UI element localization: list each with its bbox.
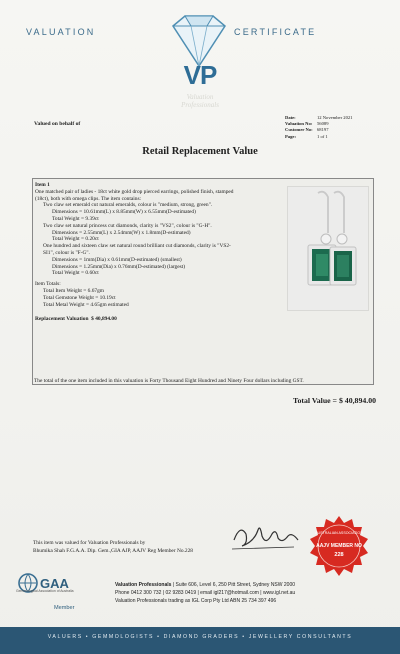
meta-value: 1 of 1 [317,133,328,139]
valued-by-line: This item was valued for Valuation Professionals by [33,540,146,546]
aajv-seal-icon [308,515,370,577]
gaa-member: Member [54,605,75,611]
meta-label: Date: [285,115,296,120]
item-line: Dimensions = 10.61mm(L) x 8.85mm(W) x 6.55mm(D-estimated) [52,209,196,216]
item-line: Two claw set natural princess cut diamonds, clarity is "VS2", colour is "G-H". [43,222,212,229]
meta-label: Customer No: [285,127,313,133]
item-line: Total Weight = 0.60ct [52,270,99,277]
item-lines [35,189,295,309]
item-line: Item Totals: [35,281,61,288]
meta-value: 56089 [317,121,329,127]
total-value: Total Value = $ 40,894.00 [292,396,376,405]
header-valuation: VALUATION [26,27,96,37]
footer-services: VALUERS • GEMMOLOGISTS • DIAMOND GRADERS • JEWELLERY CONSULTANTS [47,634,353,640]
company-address: | Suite 606, Level 6, 250 Pitt Street, Sydney NSW 2000 [172,582,295,588]
item-line: One hundred and sixteen claw set natural round brilliant cut diamonds, clarity is "VS2- [43,243,231,250]
valued-on-behalf: Valued on behalf of [34,121,81,127]
page-title: Retail Replacement Value [142,146,258,157]
item-line: Total Weight = 9.39ct [52,215,99,222]
signature-icon [228,520,302,552]
valuer-credentials: Bhumika Shah F.G.A.A. Dip. Gem.,GIA AJP, AAJV Reg Member No.228 [33,548,193,555]
item-line: Two claw set emerald cut natural emeralds, colour is "medium, strong, green". [43,202,213,209]
item-line: Dimensions = 2.55mm(L) x 2.54mm(W) x 1.8mm(D-estimated) [52,229,191,236]
item-line: Total Gemstone Weight = 10.19ct [43,294,116,301]
vp-logo: VP [183,60,217,90]
item-line: One matched pair of ladies - 18ct white gold drop pierced earrings, polished finish, stamped [35,188,234,195]
logo-subtext: Valuation Professionals [181,93,219,109]
valuation-value: $ 40,894.00 [91,316,117,323]
company-phones: Phone 0412 300 732 | 02 9283 0419 | email igl217@hotmail.com | www.igl.net.au [115,589,296,596]
contact-block [115,582,295,605]
earring-photo [287,186,369,311]
header-certificate: CERTIFICATE [234,27,317,37]
item-line: Dimensions = 1.25mm(Dia) x 0.76mm(D-estimated) (largest) [52,263,186,270]
replacement-valuation [35,316,295,323]
certificate-meta [285,115,352,140]
valuation-label: Replacement Valuation [35,316,89,323]
valued-by [33,539,193,555]
item-line: Dimensions = 1mm(Dia) x 0.61mm(D-estimated) (smallest) [52,256,182,263]
item-line: Total Metal Weight = 4.65gm estimated [43,301,129,308]
item-line: SI1", colour is "F-G". [43,249,90,256]
earrings-image-icon [288,187,368,310]
item-heading: Item 1 [35,182,50,188]
gaa-name: GAA [40,576,69,591]
meta-label: Page: [285,133,296,139]
meta-value: 68197 [317,127,329,133]
seal-number: 228 [334,552,344,558]
total-sentence: The total of the one item included in this valuation is Forty Thousand Eight Hundred and Ninety Four dollars including GST. [34,378,304,384]
meta-value: 12 November 2021 [317,115,353,120]
item-description [35,182,295,323]
meta-label: Valuation No: [285,121,313,127]
item-line: (18ct), both with omega clips. The item contains: [35,195,142,202]
gaa-subtitle: Gemmological Association of Australia [16,589,74,593]
footer-bar [0,627,400,654]
seal-top-text: AUSTRALIAN ASSOCIATION [315,531,363,535]
item-line: Total Item Weight = 6.67gm [43,287,104,294]
company-trading: Valuation Professionals trading as IGL Corp Pty Ltd ABN 25 734 397 496 [115,597,277,604]
company-name: Valuation Professionals [115,582,172,588]
item-line: Total Weight = 0.20ct [52,236,99,243]
seal-mid-text: AAJV MEMBER NO [316,543,362,549]
